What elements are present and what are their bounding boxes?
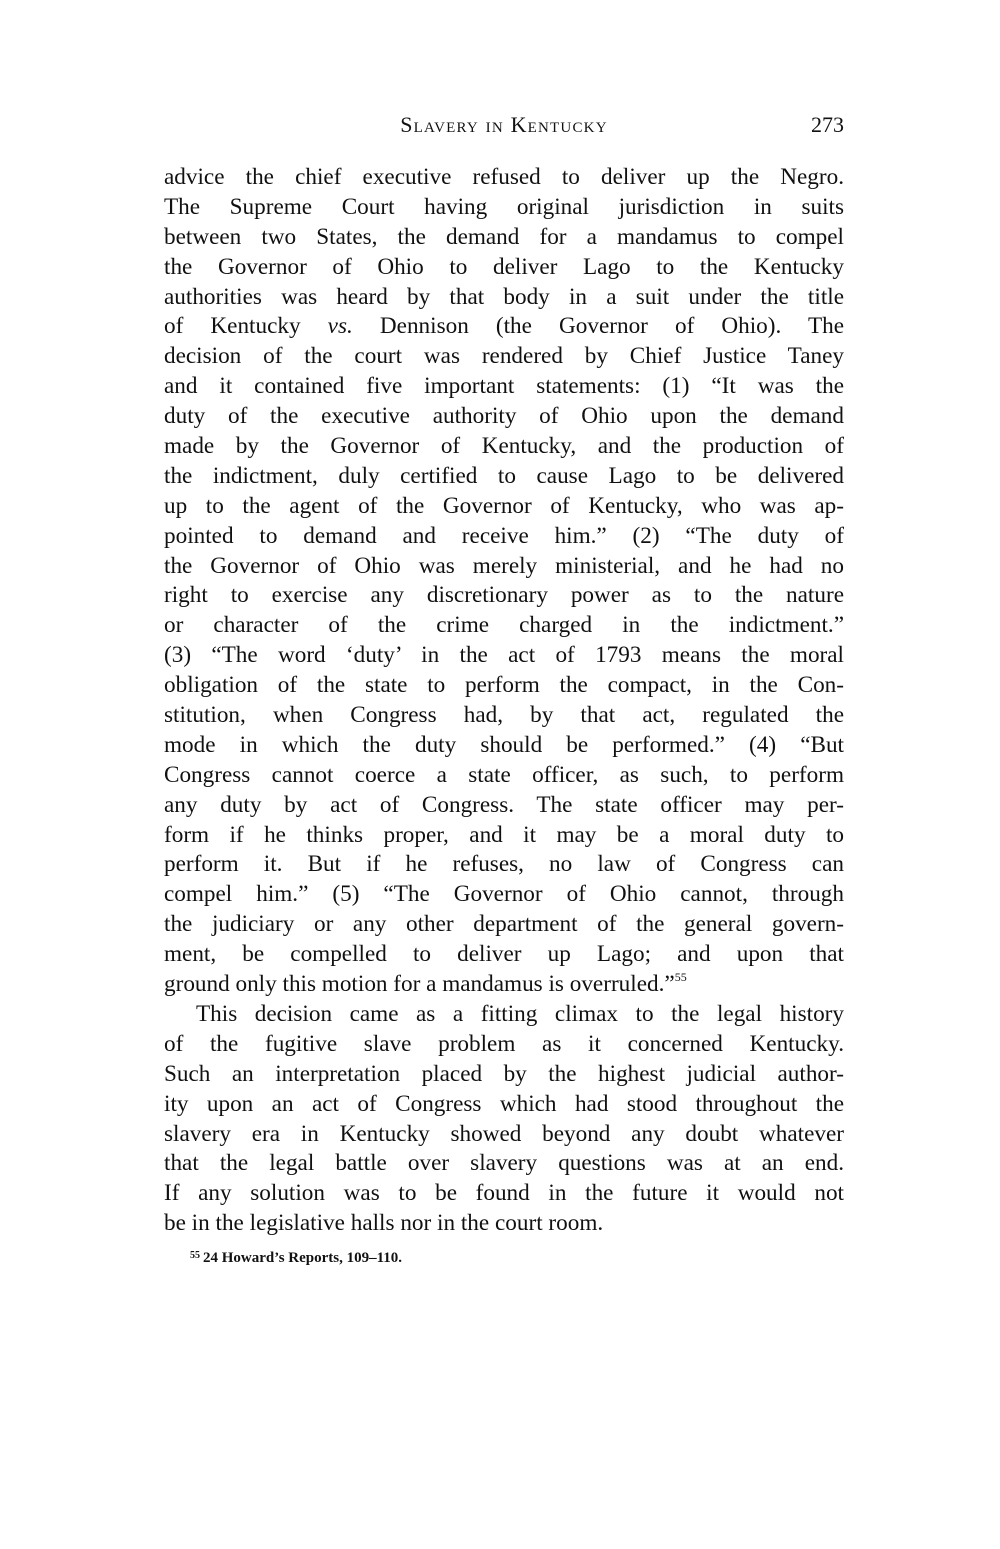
text-line: obligation of the state to perform the compact, in the Con- [164,672,844,699]
text-line: between two States, the demand for a mandamus to compel [164,223,844,250]
text-line: made by the Governor of Kentucky, and the production of [164,433,844,460]
text-line: ment, be compelled to deliver up Lago; and upon that [164,941,844,968]
text-line: perform it. But if he refuses, no law of Congress can [164,851,844,878]
text-line: compel him.” (5) “The Governor of Ohio cannot, through [164,881,844,908]
case-title-prefix: of Kentucky [164,313,301,340]
text-line: advice the chief executive refused to deliver up the Negro. [164,164,844,190]
text-line: form if he thinks proper, and it may be a moral duty to [164,821,844,848]
text-line: or character of the crime charged in the indictment.” [164,612,844,639]
text-line: the indictment, duly certified to cause Lago to be delivered [164,462,844,489]
text-line: the Governor of Ohio to deliver Lago to the Kentucky [164,253,844,280]
case-title-suffix: Dennison (the Governor of Ohio). The [379,313,845,340]
text-line: This decision came as a fitting climax to the legal history [196,1000,844,1027]
text-line: Such an interpretation placed by the highest judicial author- [164,1060,844,1087]
text-line-case-title [164,312,844,342]
text-line: (3) “The word ‘duty’ in the act of 1793 means the moral [164,642,844,669]
footnote-text: 24 Howard’s Reports, 109–110. [203,1250,403,1266]
text-line: Congress cannot coerce a state officer, as such, to perform [164,761,844,788]
text-line: the judiciary or any other department of the general govern- [164,911,844,938]
final-line-text: ground only this motion for a mandamus is overruled.” [164,971,675,998]
text-line: and it contained five important statements: (1) “It was the [164,373,844,400]
text-line: slavery era in Kentucky showed beyond any doubt whatever [164,1120,844,1147]
text-line: be in the legislative halls nor in the court room. [164,1210,604,1237]
text-line: up to the agent of the Governor of Kentucky, who was ap- [164,492,844,519]
running-title: Slavery in Kentucky [400,112,608,137]
running-head [164,110,844,144]
text-line: the Governor of Ohio was merely ministerial, and he had no [164,552,844,579]
text-line: The Supreme Court having original jurisdiction in suits [164,193,844,220]
footnote-reference[interactable]: 55 [674,970,687,985]
text-line-final [164,970,844,1000]
text-line: ity upon an act of Congress which had stood throughout the [164,1090,844,1117]
text-line: that the legal battle over slavery questions was at an end. [164,1150,844,1177]
text-line: any duty by act of Congress. The state officer may per- [164,791,844,818]
text-line: pointed to demand and receive him.” (2) “The duty of [164,522,844,549]
text-line: If any solution was to be found in the future it would not [164,1180,844,1207]
text-line: right to exercise any discretionary power as to the nature [164,582,844,609]
text-line: authorities was heard by that body in a suit under the title [164,283,844,310]
case-title-vs: vs. [327,313,353,340]
text-line: decision of the court was rendered by Chief Justice Taney [164,343,844,370]
footnote-number: 55 [190,1250,200,1261]
body-text [164,163,844,1239]
text-line: of the fugitive slave problem as it concerned Kentucky. [164,1030,844,1057]
footnote [190,1246,402,1268]
text-line: stitution, when Congress had, by that act, regulated the [164,702,844,729]
text-line: duty of the executive authority of Ohio upon the demand [164,403,844,430]
text-line: mode in which the duty should be performed.” (4) “But [164,731,844,758]
page-number: 273 [811,112,844,137]
